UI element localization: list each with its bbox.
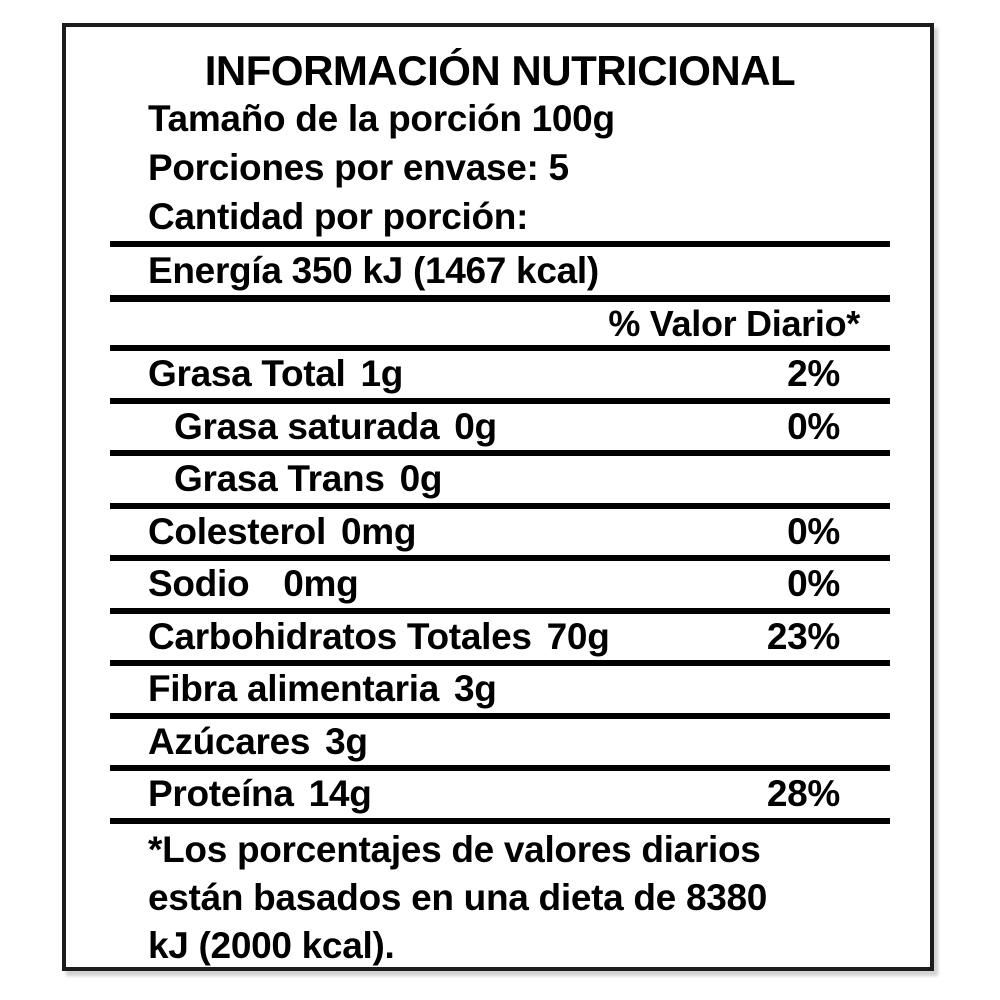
- serving-size: Tamaño de la porción 100g: [148, 98, 615, 139]
- nutrient-label: [148, 561, 358, 608]
- label-title: INFORMACIÓN NUTRICIONAL: [204, 47, 796, 94]
- nutrient-label: [148, 719, 368, 766]
- nutrient-amount: 0g: [399, 458, 443, 499]
- nutrient-label: [148, 614, 610, 661]
- nutrient-row: [110, 404, 890, 457]
- nutrient-amount: 1g: [360, 353, 404, 394]
- nutrient-name: Sodio: [148, 563, 250, 604]
- footnote-line: kJ (2000 kcal).: [148, 924, 395, 966]
- nutrient-name: Carbohidratos Totales: [148, 615, 532, 657]
- nutrient-name: Grasa Total: [148, 353, 346, 394]
- nutrient-daily-value: 0%: [787, 510, 840, 552]
- nutrient-daily-value: 2%: [787, 353, 840, 394]
- nutrient-row: [110, 666, 890, 719]
- nutrient-name: Proteína: [148, 773, 294, 814]
- nutrition-label: [62, 23, 934, 971]
- footnote: [110, 824, 890, 970]
- nutrient-row: [110, 561, 890, 614]
- nutrient-row: [110, 351, 890, 404]
- nutrient-daily-value: 0%: [787, 563, 840, 604]
- footnote-line: *Los porcentajes de valores diarios: [148, 828, 761, 870]
- nutrient-daily-value: 0%: [787, 405, 840, 447]
- nutrient-label: [174, 456, 442, 503]
- nutrient-name: Azúcares: [148, 720, 311, 762]
- nutrient-row: [110, 719, 890, 772]
- label-header: [110, 27, 890, 247]
- nutrient-amount: 14g: [308, 773, 372, 814]
- nutrient-table: [110, 351, 890, 824]
- nutrient-name: Grasa saturada: [174, 405, 440, 447]
- nutrient-amount: 0g: [454, 405, 497, 447]
- nutrient-amount: 0mg: [283, 563, 359, 604]
- nutrient-name: Colesterol: [148, 510, 326, 552]
- nutrient-daily-value: 23%: [766, 615, 840, 657]
- nutrient-row: [110, 509, 890, 562]
- nutrient-name: Fibra alimentaria: [148, 668, 440, 709]
- nutrient-label: [148, 509, 416, 556]
- nutrient-amount: 0mg: [340, 510, 417, 552]
- nutrient-row: [110, 771, 890, 824]
- nutrient-label: [148, 771, 372, 818]
- nutrient-amount: 3g: [325, 720, 368, 762]
- nutrient-label: [148, 666, 497, 713]
- energy-row: Energía 350 kJ (1467 kcal): [110, 247, 890, 302]
- nutrient-daily-value: 28%: [766, 773, 840, 814]
- nutrient-amount: 70g: [546, 615, 610, 657]
- nutrient-name: Grasa Trans: [174, 458, 385, 499]
- label-content: [110, 27, 890, 970]
- nutrient-label: [174, 404, 497, 451]
- nutrient-row: [110, 456, 890, 509]
- daily-value-header: % Valor Diario*: [110, 302, 890, 351]
- servings-per-container: Porciones por envase: 5: [148, 147, 569, 188]
- amount-per-serving: Cantidad por porción:: [148, 196, 529, 237]
- nutrient-label: [148, 351, 403, 398]
- nutrient-amount: 3g: [454, 668, 497, 709]
- nutrient-row: [110, 614, 890, 667]
- footnote-line: están basados en una dieta de 8380: [148, 876, 768, 918]
